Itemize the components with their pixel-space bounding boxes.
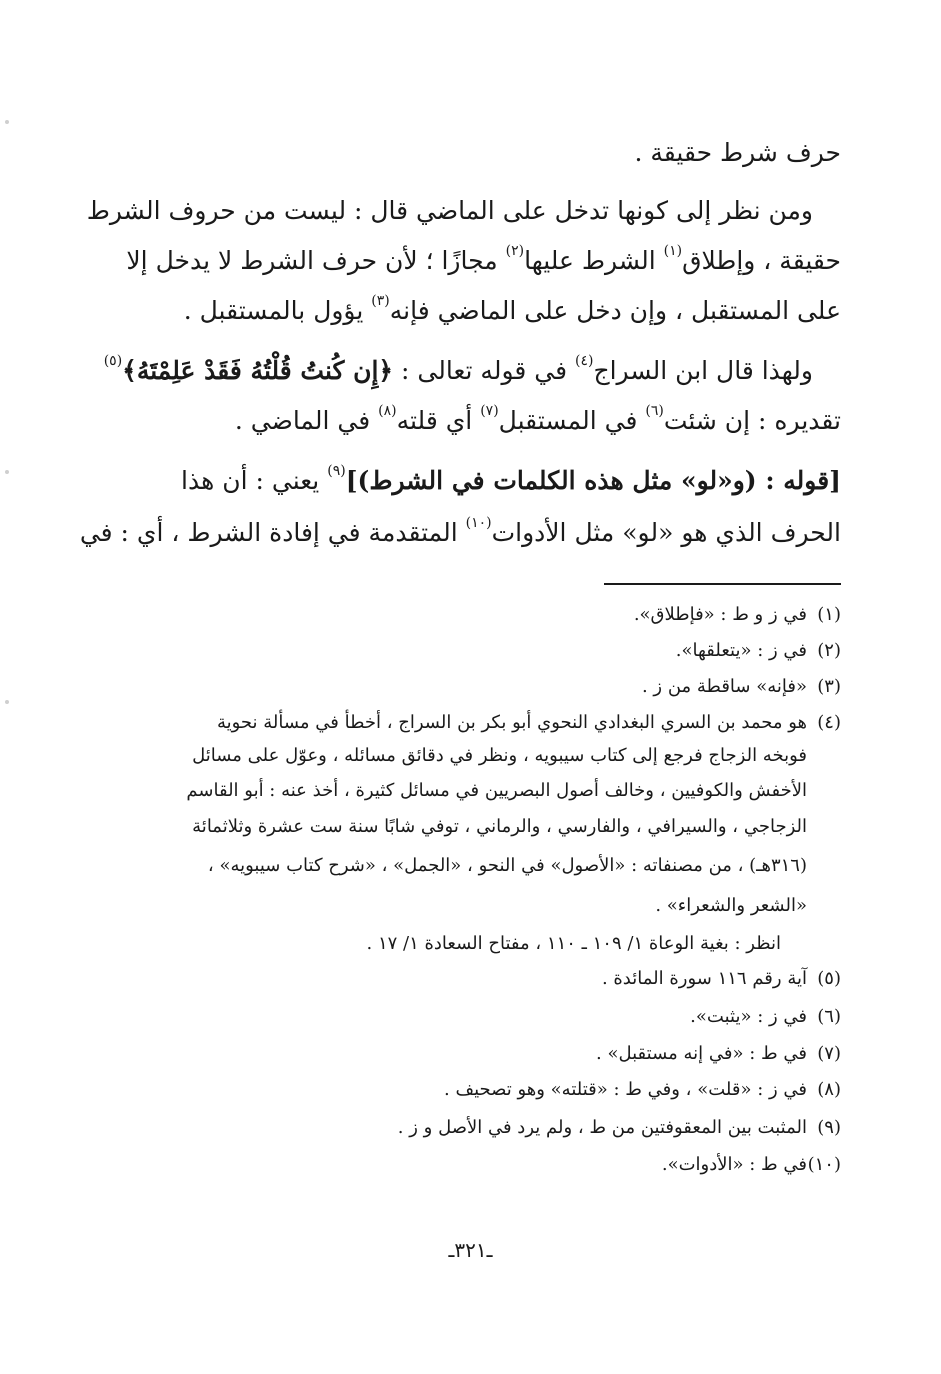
footnote-ref[interactable]: (٧) [480, 403, 499, 419]
margin-mark [5, 120, 9, 124]
text-segment: أي قلته [396, 406, 481, 435]
footnote-number: (٢) [817, 640, 841, 661]
footnote-number: (١٠) [807, 1154, 841, 1175]
footnote-text: في ز و ط : «فإطلاق». [633, 604, 807, 625]
footnote-4-line [130, 780, 807, 801]
text-segment: يؤول بالمستقبل . [183, 296, 372, 325]
text-line-content: ومن نظر إلى كونها تدخل على الماضي قال : ليست من حروف الشرط [86, 196, 813, 225]
footnote-number: (١) [817, 604, 841, 625]
footnote-number: (٣) [817, 676, 841, 697]
text-line-content: حرف شرط حقيقة . [634, 138, 841, 167]
footnote-ref[interactable]: (٦) [645, 403, 664, 419]
text-segment: في الماضي . [234, 406, 379, 435]
page-number: ـ٣٢١ـ [448, 1238, 493, 1262]
footnote-number: (٨) [817, 1079, 841, 1100]
footnote-4 [130, 712, 841, 733]
quoted-heading: [قوله : (و«لو» مثل هذه الكلمات في الشرط)] [345, 466, 841, 495]
footnote-8 [130, 1079, 841, 1100]
footnote-text: هو محمد بن السري البغدادي النحوي أبو بكر بن السراج ، أخطأ في مسألة نحوية [216, 712, 807, 733]
footnote-6 [130, 1006, 841, 1027]
footnote-number: (٦) [817, 1006, 841, 1027]
text-segment: تقديره : إن شئت [663, 406, 841, 435]
text-line [128, 403, 841, 435]
text-line [128, 140, 841, 165]
footnote-text: في ز : «قلت» ، وفي ط : «قتلته» وهو تصحيف . [444, 1079, 807, 1100]
text-segment: المتقدمة في إفادة الشرط ، أي : في [79, 518, 466, 547]
footnote-4-line [130, 895, 807, 916]
quran-verse: ﴿إِن كُنتُ قُلْتُهُ فَقَدْ عَلِمْتَهُ﴾ [122, 356, 394, 385]
footnote-text: المثبت بين المعقوفتين من ط ، ولم يرد في الأصل و ز . [397, 1117, 807, 1138]
footnote-text: «فإنه» ساقطة من ز . [641, 676, 807, 697]
footnote-ref[interactable]: (٩) [327, 463, 346, 479]
footnote-7 [130, 1043, 841, 1064]
footnote-ref[interactable]: (٢) [505, 243, 525, 259]
text-line [128, 293, 841, 325]
footnote-4-line [130, 816, 807, 837]
footnote-text: الزجاجي ، والسيرافي ، والفارسي ، والرماني ، توفي شابًا سنة ست عشرة وثلاثمائة [192, 816, 807, 837]
footnote-ref[interactable]: (٣) [371, 293, 390, 309]
text-segment: ولهذا قال ابن السراج [593, 356, 813, 385]
text-segment: يعني : أن هذا [181, 466, 328, 495]
footnote-number: (٤) [817, 712, 841, 733]
text-line [128, 463, 841, 495]
text-segment: في قوله تعالى : [393, 356, 575, 385]
footnote-text: آية رقم ١١٦ سورة المائدة . [601, 968, 807, 989]
footnote-ref[interactable]: (١٠) [465, 515, 492, 531]
footnote-4-line [130, 745, 807, 766]
footnote-5 [130, 968, 841, 989]
text-segment: الحرف الذي هو «لو» مثل الأدوات [491, 518, 841, 547]
footnote-ref[interactable]: (٤) [575, 353, 594, 369]
text-line [86, 196, 841, 225]
footnote-text: في ز : «يثبت». [690, 1006, 807, 1027]
text-line [79, 515, 841, 547]
footnote-text: في ط : «الأدوات». [661, 1154, 807, 1175]
text-line [126, 243, 841, 275]
text-segment: في المستقبل [498, 406, 646, 435]
footnote-text: فوبخه الزجاج فرجع إلى كتاب سيبويه ، ونظر في دقائق مسائله ، وعوّل على مسائل [192, 745, 807, 766]
footnote-text: الأخفش والكوفيين ، وخالف أصول البصريين في مسائل كثيرة ، أخذ عنه : أبو القاسم [186, 780, 807, 801]
footnote-9 [130, 1117, 841, 1138]
margin-mark [5, 470, 9, 474]
footnote-4-line [130, 855, 807, 876]
footnote-3 [130, 676, 841, 697]
footnote-number: (٥) [817, 968, 841, 989]
text-segment: مجازًا ؛ لأن حرف الشرط لا يدخل إلا [126, 246, 506, 275]
footnote-separator [604, 583, 841, 585]
footnote-ref[interactable]: (١) [663, 243, 683, 259]
footnote-text: (٣١٦هـ) ، من مصنفاته : «الأصول» في النحو ، «الجمل» ، «شرح كتاب سيبويه» ، [207, 855, 807, 876]
text-segment: الشرط عليها [524, 246, 664, 275]
footnote-text: انظر : بغية الوعاة ١/ ١٠٩ ـ ١١٠ ، مفتاح السعادة ١/ ١٧ . [366, 933, 781, 954]
footnote-ref[interactable]: (٨) [378, 403, 397, 419]
footnote-ref[interactable]: (٥) [103, 353, 123, 369]
text-line [103, 353, 841, 385]
text-segment: حقيقة ، وإطلاق [682, 246, 841, 275]
footnote-number: (٩) [817, 1117, 841, 1138]
footnote-4-reference [130, 933, 781, 954]
margin-mark [5, 700, 9, 704]
footnote-number: (٧) [817, 1043, 841, 1064]
footnote-2 [130, 640, 841, 661]
footnote-text: في ز : «يتعلقها». [675, 640, 807, 661]
footnote-1 [130, 604, 841, 625]
footnote-text: في ط : «في إنه مستقبل» . [596, 1043, 807, 1064]
footnote-10 [130, 1154, 841, 1175]
text-segment: على المستقبل ، وإن دخل على الماضي فإنه [389, 296, 841, 325]
footnote-text: «الشعر والشعراء» . [655, 895, 807, 916]
